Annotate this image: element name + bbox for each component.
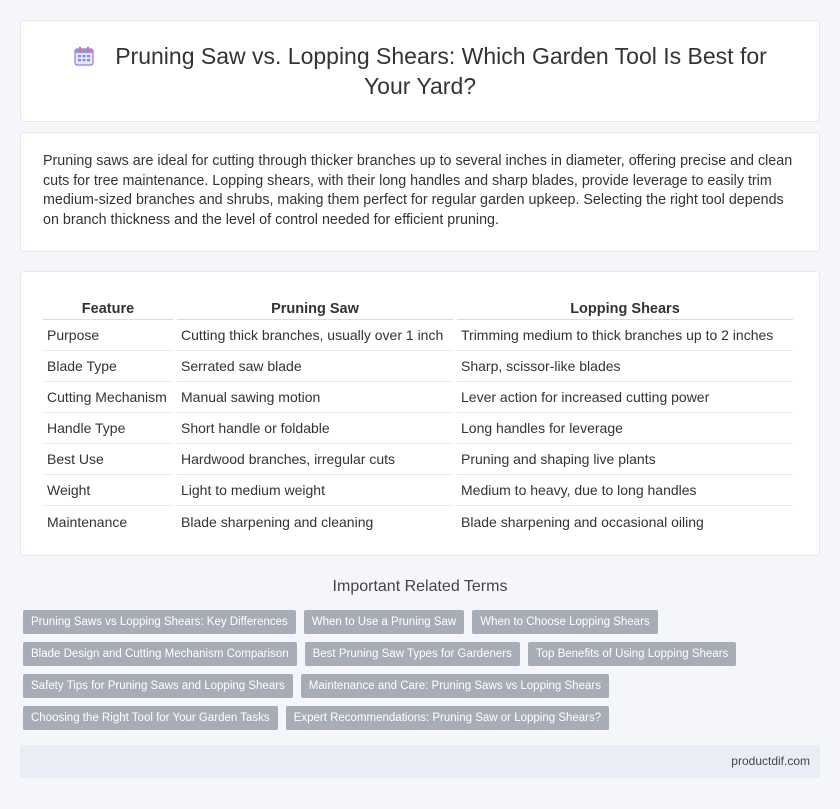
- lopping-shears-cell: Trimming medium to thick branches up to 2 inches: [457, 320, 793, 351]
- lopping-shears-cell: Sharp, scissor-like blades: [457, 351, 793, 382]
- tag-row: [23, 610, 823, 634]
- related-tag[interactable]: Blade Design and Cutting Mechanism Comparison: [23, 642, 297, 666]
- footer-site-link[interactable]: productdif.com: [731, 754, 810, 768]
- feature-cell: Maintenance: [47, 513, 128, 530]
- table-row: [43, 351, 793, 382]
- feature-cell: Blade Type: [43, 351, 173, 382]
- related-tag[interactable]: When to Use a Pruning Saw: [304, 610, 464, 634]
- pruning-saw-cell: Cutting thick branches, usually over 1 inch: [177, 320, 453, 351]
- header-pruning-saw: Pruning Saw: [177, 294, 453, 320]
- lopping-shears-cell: Long handles for leverage: [457, 413, 793, 444]
- related-tag[interactable]: Top Benefits of Using Lopping Shears: [528, 642, 736, 666]
- lopping-shears-cell: Lever action for increased cutting power: [457, 382, 793, 413]
- title-card: [20, 20, 820, 122]
- pruning-saw-cell: Hardwood branches, irregular cuts: [177, 444, 453, 475]
- tag-row: [23, 706, 823, 730]
- footer: [20, 745, 820, 778]
- pruning-saw-cell: Serrated saw blade: [177, 351, 453, 382]
- table-row: [43, 444, 793, 475]
- table-row: [43, 413, 793, 444]
- feature-cell: Weight: [43, 475, 173, 506]
- page-title: Pruning Saw vs. Lopping Shears: Which Garden Tool Is Best for Your Yard?: [115, 43, 767, 99]
- related-tag[interactable]: When to Choose Lopping Shears: [472, 610, 657, 634]
- header-feature: Feature: [43, 294, 173, 320]
- related-tag[interactable]: Safety Tips for Pruning Saws and Lopping Shears: [23, 674, 293, 698]
- feature-cell: Purpose: [43, 320, 173, 351]
- comparison-table: [39, 294, 797, 537]
- table-row: [43, 506, 793, 537]
- lopping-shears-cell: Blade sharpening and occasional oiling: [461, 513, 704, 530]
- feature-cell: Cutting Mechanism: [43, 382, 173, 413]
- header-lopping-shears: Lopping Shears: [457, 294, 793, 320]
- feature-cell: Best Use: [43, 444, 173, 475]
- lopping-shears-cell: Medium to heavy, due to long handles: [457, 475, 793, 506]
- related-terms-heading: Important Related Terms: [332, 578, 508, 595]
- pruning-saw-cell: Short handle or foldable: [177, 413, 453, 444]
- pruning-saw-cell: Manual sawing motion: [177, 382, 453, 413]
- tag-row: [23, 674, 823, 698]
- lopping-shears-cell: Pruning and shaping live plants: [457, 444, 793, 475]
- feature-cell: Handle Type: [43, 413, 173, 444]
- table-row: [43, 320, 793, 351]
- intro-card: [20, 132, 820, 252]
- calendar-icon: [73, 44, 95, 66]
- comparison-table-card: [20, 271, 820, 556]
- page-title-wrap: [51, 41, 789, 101]
- related-tag[interactable]: Pruning Saws vs Lopping Shears: Key Differences: [23, 610, 296, 634]
- pruning-saw-cell: Light to medium weight: [177, 475, 453, 506]
- related-tag[interactable]: Maintenance and Care: Pruning Saws vs Lopping Shears: [301, 674, 609, 698]
- pruning-saw-cell: Blade sharpening and cleaning: [181, 513, 374, 530]
- table-row: [43, 475, 793, 506]
- table-row: [43, 382, 793, 413]
- table-header-row: [43, 294, 793, 320]
- intro-paragraph: Pruning saws are ideal for cutting through thicker branches up to several inches in diameter, offering precise and clean cuts for tree maintenance. Lopping shears, with their long handles and sharp blades, provide leverage to easily trim medium-sized branches and shrubs, making them perfect for regular garden upkeep. Selecting the right tool depends on branch thickness and the level of control needed for efficient pruning.: [43, 153, 793, 228]
- tag-row: [23, 642, 823, 666]
- related-tag[interactable]: Choosing the Right Tool for Your Garden Tasks: [23, 706, 278, 730]
- related-tag[interactable]: Expert Recommendations: Pruning Saw or Lopping Shears?: [286, 706, 609, 730]
- related-tag[interactable]: Best Pruning Saw Types for Gardeners: [305, 642, 520, 666]
- related-terms-tags: [23, 610, 823, 738]
